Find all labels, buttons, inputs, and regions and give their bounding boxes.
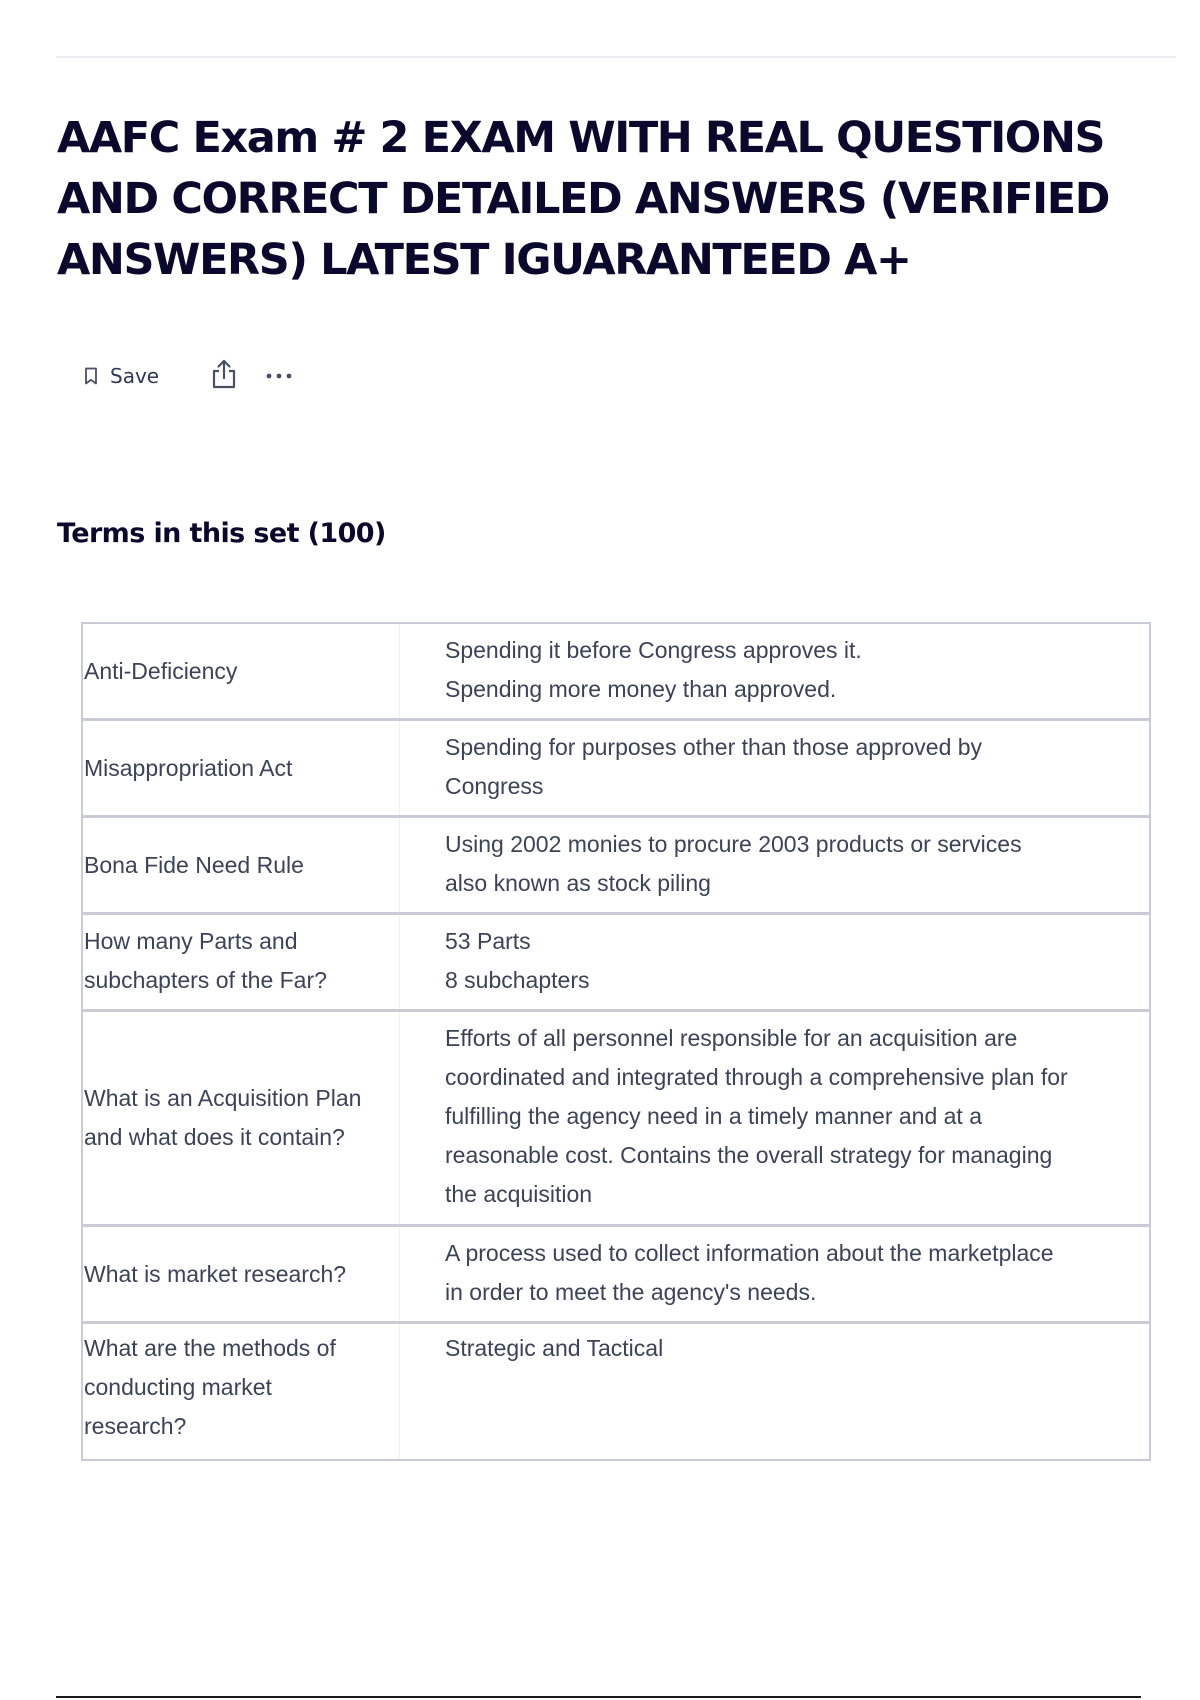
- term-cell: What are the methods of conducting market research?: [83, 1324, 400, 1459]
- term-cell: How many Parts and subchapters of the Far?: [83, 915, 400, 1009]
- terms-heading: Terms in this set (100): [57, 518, 386, 549]
- table-row: [83, 624, 1149, 721]
- definition-cell: Strategic and Tactical: [445, 1335, 664, 1361]
- definition-line: Spending it before Congress approves it.: [445, 637, 862, 663]
- bookmark-icon: [84, 367, 98, 385]
- bottom-divider: [56, 1696, 1141, 1698]
- save-label: Save: [110, 364, 160, 388]
- table-row: [83, 915, 1149, 1012]
- save-button[interactable]: [84, 364, 159, 388]
- set-toolbar: [84, 358, 293, 394]
- term-cell: Anti-Deficiency: [83, 624, 400, 718]
- term-cell: Misappropriation Act: [83, 721, 400, 815]
- table-row: [83, 1227, 1149, 1324]
- term-cell: Bona Fide Need Rule: [83, 818, 400, 912]
- definition-line: Spending more money than approved.: [445, 676, 837, 702]
- table-row: [83, 721, 1149, 818]
- definition-cell: Efforts of all personnel responsible for an acquisition are coordinated and integrated through a comprehensive plan for fulfilling the agency need in a timely manner and at a reasonable cost. Contains the overall strategy for managing the acquisition: [445, 1025, 1068, 1207]
- table-row: [83, 1012, 1149, 1227]
- table-row: [83, 1324, 1149, 1459]
- more-horizontal-icon: [265, 367, 293, 385]
- definition-cell: Using 2002 monies to procure 2003 products or services also known as stock piling: [445, 831, 1022, 896]
- more-options-button[interactable]: [265, 367, 293, 385]
- terms-table: [81, 622, 1151, 1461]
- term-cell: What is an Acquisition Plan and what does it contain?: [83, 1012, 400, 1224]
- definition-cell: [400, 915, 1149, 1009]
- term-cell: What is market research?: [83, 1227, 400, 1321]
- share-icon: [211, 359, 237, 394]
- definition-line: 8 subchapters: [445, 967, 590, 993]
- definition-cell: [400, 624, 1149, 718]
- top-divider: [56, 56, 1176, 58]
- page-title: AAFC Exam # 2 EXAM WITH REAL QUESTIONS AND CORRECT DETAILED ANSWERS (VERIFIED ANSWERS) LATEST IGUARANTEED A+: [57, 113, 1110, 285]
- definition-cell: A process used to collect information about the marketplace in order to meet the agency's needs.: [445, 1240, 1054, 1305]
- definition-line: 53 Parts: [445, 928, 531, 954]
- definition-cell: Spending for purposes other than those approved by Congress: [445, 734, 983, 799]
- share-button[interactable]: [211, 359, 237, 394]
- table-row: [83, 818, 1149, 915]
